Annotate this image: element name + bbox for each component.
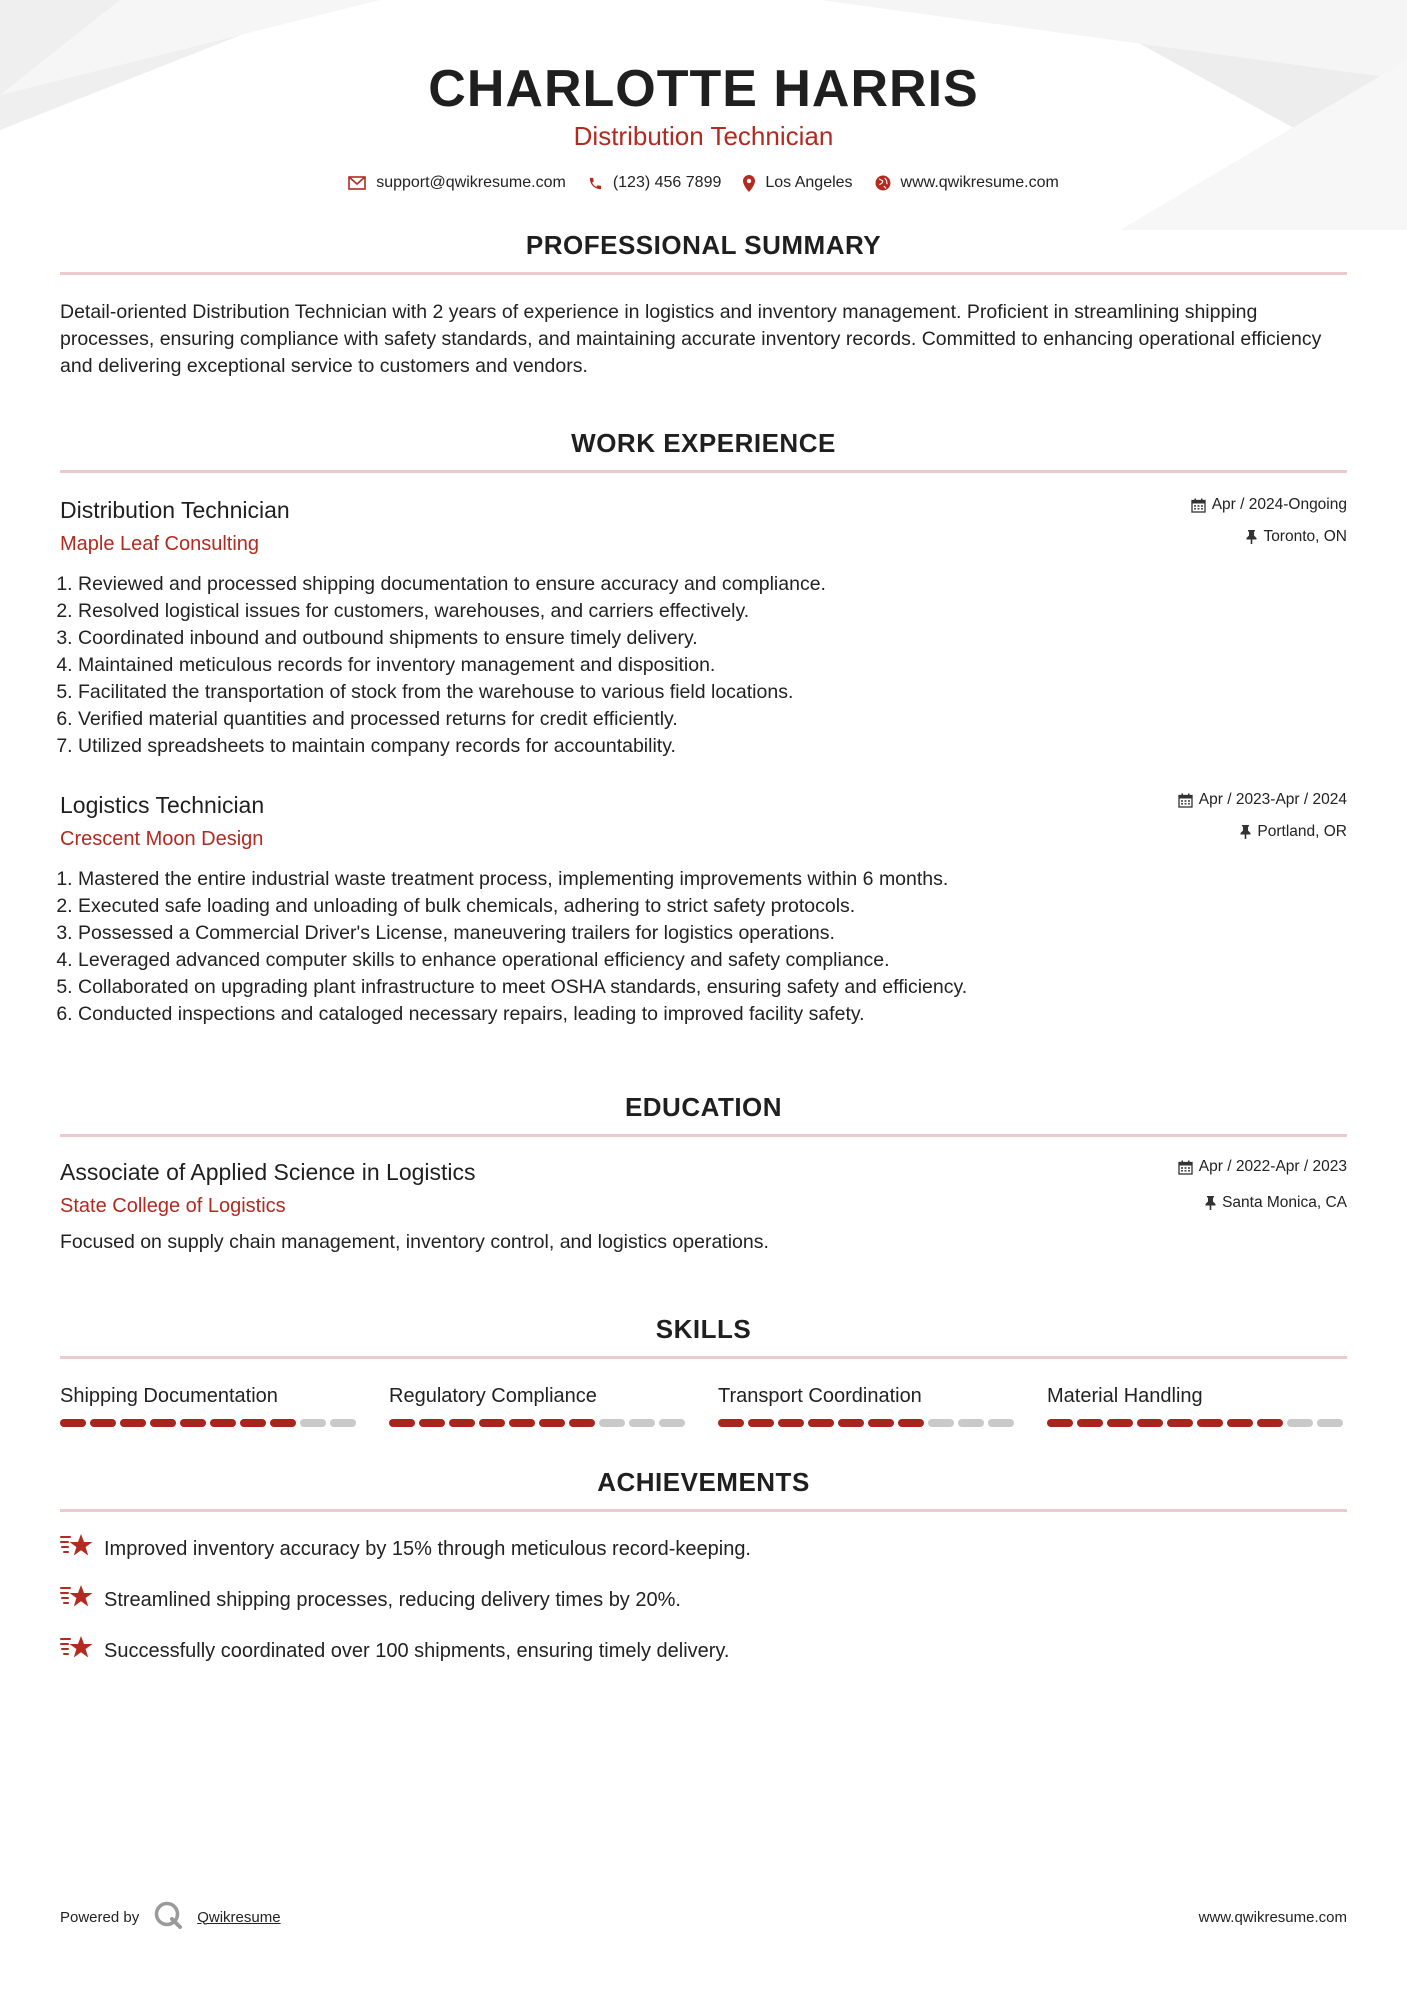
powered-by-label: Powered by [60, 1908, 140, 1926]
list-item: Improved inventory accuracy by 15% through meticulous record-keeping. [60, 1532, 1347, 1565]
footer-website[interactable]: www.qwikresume.com [1198, 1908, 1347, 1926]
skill-name: Transport Coordination [718, 1385, 922, 1407]
list-item: 6. Conducted inspections and cataloged necessary repairs, leading to improved facility safety. [78, 1001, 1347, 1028]
skill-level-segment [569, 1419, 595, 1427]
job-company: Maple Leaf Consulting [60, 533, 260, 555]
skill-level-segment [509, 1419, 535, 1427]
skill-item [1047, 1383, 1347, 1427]
list-item: 1. Reviewed and processed shipping documentation to ensure accuracy and compliance. [78, 571, 1347, 598]
skill-level-segment [599, 1419, 625, 1427]
contact-bar [60, 174, 1347, 192]
skill-level-segment [748, 1419, 774, 1427]
calendar-icon [1178, 1160, 1193, 1175]
skill-level-segment [1077, 1419, 1103, 1427]
education-entry [60, 1157, 1347, 1256]
education-description: Focused on supply chain management, inventory control, and logistics operations. [60, 1231, 769, 1253]
education-location: Santa Monica, CA [1178, 1193, 1347, 1213]
location-text: Los Angeles [765, 174, 853, 191]
skill-level-segment [898, 1419, 924, 1427]
skill-level-segment [389, 1419, 415, 1427]
brand-link[interactable]: Qwikresume [197, 1908, 281, 1926]
section-education [60, 1090, 1347, 1256]
calendar-icon [1178, 793, 1193, 808]
list-item: 1. Mastered the entire industrial waste treatment process, implementing improvements within 6 months. [78, 866, 1347, 893]
pushpin-icon [1205, 1196, 1216, 1210]
skill-level-segment [90, 1419, 116, 1427]
job-dates: Apr / 2023-Apr / 2024 [1178, 790, 1347, 810]
skill-level-segment [240, 1419, 266, 1427]
list-item: 4. Maintained meticulous records for inventory management and disposition. [78, 652, 1347, 679]
job-location: Portland, OR [1178, 822, 1347, 842]
skill-level-segment [1197, 1419, 1223, 1427]
skill-level-segment [808, 1419, 834, 1427]
skill-level-segment [300, 1419, 326, 1427]
list-item: 6. Verified material quantities and processed returns for credit efficiently. [78, 706, 1347, 733]
section-title-education: EDUCATION [624, 1092, 783, 1122]
skill-level-bar [60, 1419, 360, 1427]
skill-level-segment [629, 1419, 655, 1427]
section-divider [60, 272, 1347, 275]
skill-level-segment [180, 1419, 206, 1427]
section-divider [60, 1509, 1347, 1512]
email-text: support@qwikresume.com [376, 174, 566, 191]
section-skills [60, 1312, 1347, 1427]
achievements-list [60, 1532, 1347, 1667]
skill-name: Shipping Documentation [60, 1385, 278, 1407]
skill-level-bar [718, 1419, 1018, 1427]
section-experience [60, 426, 1347, 1028]
pushpin-icon [1246, 530, 1257, 544]
star-icon [60, 1583, 94, 1616]
job-role: Distribution Technician [60, 497, 290, 523]
list-item: 2. Resolved logistical issues for customers, warehouses, and carriers effectively. [78, 598, 1347, 625]
page-footer [60, 1900, 1347, 1934]
skill-level-segment [1317, 1419, 1343, 1427]
website-text: www.qwikresume.com [900, 174, 1059, 191]
skill-level-segment [270, 1419, 296, 1427]
section-summary [60, 228, 1347, 380]
skill-level-segment [1287, 1419, 1313, 1427]
skill-level-segment [210, 1419, 236, 1427]
skill-level-segment [1047, 1419, 1073, 1427]
resume-header [60, 0, 1347, 192]
skill-level-segment [1257, 1419, 1283, 1427]
skill-level-bar [389, 1419, 689, 1427]
job-duties-list [60, 866, 1347, 1028]
calendar-icon [1191, 498, 1206, 513]
star-icon [60, 1532, 94, 1565]
summary-text: Detail-oriented Distribution Technician with 2 years of experience in logistics and inventory management. Proficient in streamlining shipping processes, ensuring compliance with safety standards, and maintaining accurate inventory records. Committed to enhancing operational efficiency and delivering exceptional service to customers and vendors. [60, 301, 1322, 377]
list-item: Streamlined shipping processes, reducing delivery times by 20%. [60, 1583, 1347, 1616]
qwikresume-logo-icon [153, 1900, 183, 1934]
contact-phone[interactable] [588, 174, 722, 192]
job-role: Logistics Technician [60, 792, 265, 818]
job-duties-list [60, 571, 1347, 760]
pushpin-icon [1240, 825, 1251, 839]
skill-level-segment [1137, 1419, 1163, 1427]
skill-level-segment [1107, 1419, 1133, 1427]
skill-level-segment [988, 1419, 1014, 1427]
section-title-summary: PROFESSIONAL SUMMARY [525, 230, 882, 260]
globe-icon [875, 175, 891, 191]
list-item: 2. Executed safe loading and unloading of bulk chemicals, adhering to strict safety protocols. [78, 893, 1347, 920]
skill-level-segment [539, 1419, 565, 1427]
skill-item [718, 1383, 1018, 1427]
section-title-experience: WORK EXPERIENCE [571, 428, 836, 458]
skill-level-segment [419, 1419, 445, 1427]
education-dates: Apr / 2022-Apr / 2023 [1178, 1157, 1347, 1177]
skill-name: Material Handling [1047, 1385, 1203, 1407]
skill-level-segment [659, 1419, 685, 1427]
section-title-skills: SKILLS [655, 1314, 752, 1344]
map-marker-icon [743, 175, 755, 192]
phone-icon [588, 176, 603, 191]
skill-name: Regulatory Compliance [389, 1385, 597, 1407]
skill-item [389, 1383, 689, 1427]
job-location: Toronto, ON [1191, 527, 1347, 547]
skill-item [60, 1383, 360, 1427]
degree: Associate of Applied Science in Logistics [60, 1159, 476, 1185]
skill-level-segment [1227, 1419, 1253, 1427]
job-dates: Apr / 2024-Ongoing [1191, 495, 1347, 515]
job-entry [60, 790, 1347, 1028]
contact-email[interactable] [348, 174, 566, 192]
list-item: 4. Leveraged advanced computer skills to enhance operational efficiency and safety compliance. [78, 947, 1347, 974]
skill-level-segment [479, 1419, 505, 1427]
list-item: 5. Facilitated the transportation of stock from the warehouse to various field locations. [78, 679, 1347, 706]
list-item: 7. Utilized spreadsheets to maintain company records for accountability. [78, 733, 1347, 760]
section-title-achievements: ACHIEVEMENTS [597, 1467, 810, 1497]
skill-level-segment [330, 1419, 356, 1427]
candidate-name: CHARLOTTE HARRIS [428, 60, 979, 118]
list-item: 3. Coordinated inbound and outbound shipments to ensure timely delivery. [78, 625, 1347, 652]
section-divider [60, 470, 1347, 473]
skill-level-segment [60, 1419, 86, 1427]
skill-level-segment [1167, 1419, 1193, 1427]
section-divider [60, 1356, 1347, 1359]
skill-level-segment [928, 1419, 954, 1427]
skill-level-segment [449, 1419, 475, 1427]
skill-level-segment [120, 1419, 146, 1427]
envelope-icon [348, 176, 366, 190]
star-icon [60, 1634, 94, 1667]
list-item: 5. Collaborated on upgrading plant infrastructure to meet OSHA standards, ensuring safety and efficiency. [78, 974, 1347, 1001]
skill-level-segment [868, 1419, 894, 1427]
skill-level-segment [838, 1419, 864, 1427]
section-achievements [60, 1465, 1347, 1667]
contact-website[interactable] [875, 174, 1059, 192]
candidate-title: Distribution Technician [573, 121, 834, 151]
contact-location [743, 174, 852, 192]
school: State College of Logistics [60, 1195, 286, 1217]
skill-level-segment [718, 1419, 744, 1427]
section-divider [60, 1134, 1347, 1137]
job-company: Crescent Moon Design [60, 828, 264, 850]
job-entry [60, 495, 1347, 760]
skill-level-bar [1047, 1419, 1347, 1427]
phone-text: (123) 456 7899 [612, 174, 722, 191]
skill-level-segment [958, 1419, 984, 1427]
list-item: 3. Possessed a Commercial Driver's License, maneuvering trailers for logistics operations. [78, 920, 1347, 947]
list-item: Successfully coordinated over 100 shipments, ensuring timely delivery. [60, 1634, 1347, 1667]
skill-level-segment [150, 1419, 176, 1427]
skill-level-segment [778, 1419, 804, 1427]
skills-grid [60, 1383, 1347, 1427]
